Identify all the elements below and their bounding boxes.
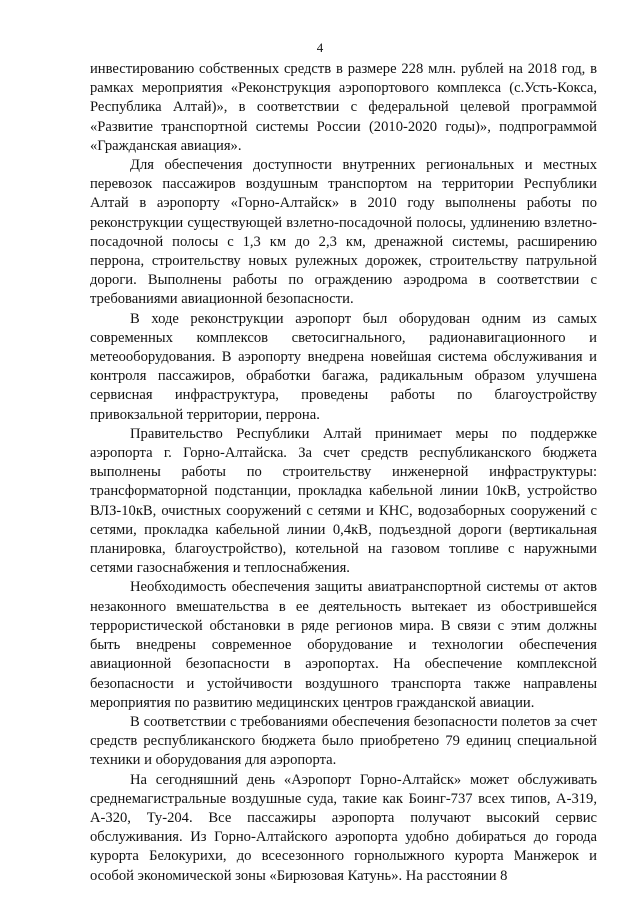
paragraph-security-necessity: Необходимость обеспечения защиты авиатранспортной системы от актов незаконного вмешательства в ее деятельность вытекает из обострившейся террористической обстановки в ряде регионов мира. В связи с этим должны быть внедрены современное оборудование и технологии обеспечения авиационной безопасности в аэропортах. На обеспечение комплексной безопасности и устойчивости воздушного транспорта также направлены мероприятия по развитию медицинских центров гражданской авиации. — [90, 579, 597, 711]
document-body — [90, 60, 597, 886]
paragraph-current-capabilities: На сегодняшний день «Аэропорт Горно-Алтайск» может обслуживать среднемагистральные воздушные суда, такие как Боинг-737 всех типов, А-319, А-320, Ту-204. Все пассажиры аэропорта получают высокий сервис обслуживания. Из Горно-Алтайского аэропорта удобно добираться до города курорта Белокурихи, до всесезонного горнолыжного курорта Манжерок и особой экономической зоны «Бирюзовая Катунь». На расстоянии 8 — [90, 771, 597, 884]
paragraph-government-support: Правительство Республики Алтай принимает меры по поддержке аэропорта г. Горно-Алтайска. За счет средств республиканского бюджета выполнены работы по строительству инженерной инфраструктуры: трансформаторной подстанции, прокладка кабельной линии 10кВ, устройство ВЛЗ-10кВ, очистных сооружений с сетями и КНС, водозаборных сооружений с сетями, прокладка кабельной линии 0,4кВ, подъездной дороги (вертикальная планировка, благоустройство), котельной на газовом топливе с наружными сетями газоснабжения и теплоснабжения. — [90, 425, 597, 577]
paragraph-special-equipment: В соответствии с требованиями обеспечения безопасности полетов за счет средств республиканского бюджета было приобретено 79 единиц специальной техники и оборудования для аэропорта. — [90, 713, 597, 769]
page-number: 4 — [316, 40, 324, 55]
paragraph-runway-reconstruction: Для обеспечения доступности внутренних региональных и местных перевозок пассажиров воздушным транспортом на территории Республики Алтай в аэропорту «Горно-Алтайск» в 2010 году выполнены работы по реконструкции существующей взлетно-посадочной полосы, удлинению взлетно-посадочной полосы с 1,3 км до 2,3 км, дренажной системы, расширению перрона, строительству новых рулежных дорожек, строительству патрульной дороги. Выполнены работы по ограждению аэродрома в соответствии с требованиями авиационной безопасности. — [90, 157, 597, 308]
paragraph-equipment-modernization: В ходе реконструкции аэропорт был оборудован одним из самых современных комплексов светосигнального, радионавигационного и метеооборудования. В аэропорту внедрена новейшая система обслуживания и контроля пассажиров, обработки багажа, радикальным образом улучшена сервисная инфраструктура, проведены работы по благоустройству привокзальной территории, перрона. — [90, 310, 597, 423]
paragraph-continuation: инвестированию собственных средств в размере 228 млн. рублей на 2018 год, в рамках мероприятия «Реконструкция аэропортового комплекса (с.Усть-Кокса, Республика Алтай)», в соответствии с федеральной целевой программой «Развитие транспортной системы России (2010-2020 годы)», подпрограммой «Гражданская авиация». — [90, 61, 597, 154]
